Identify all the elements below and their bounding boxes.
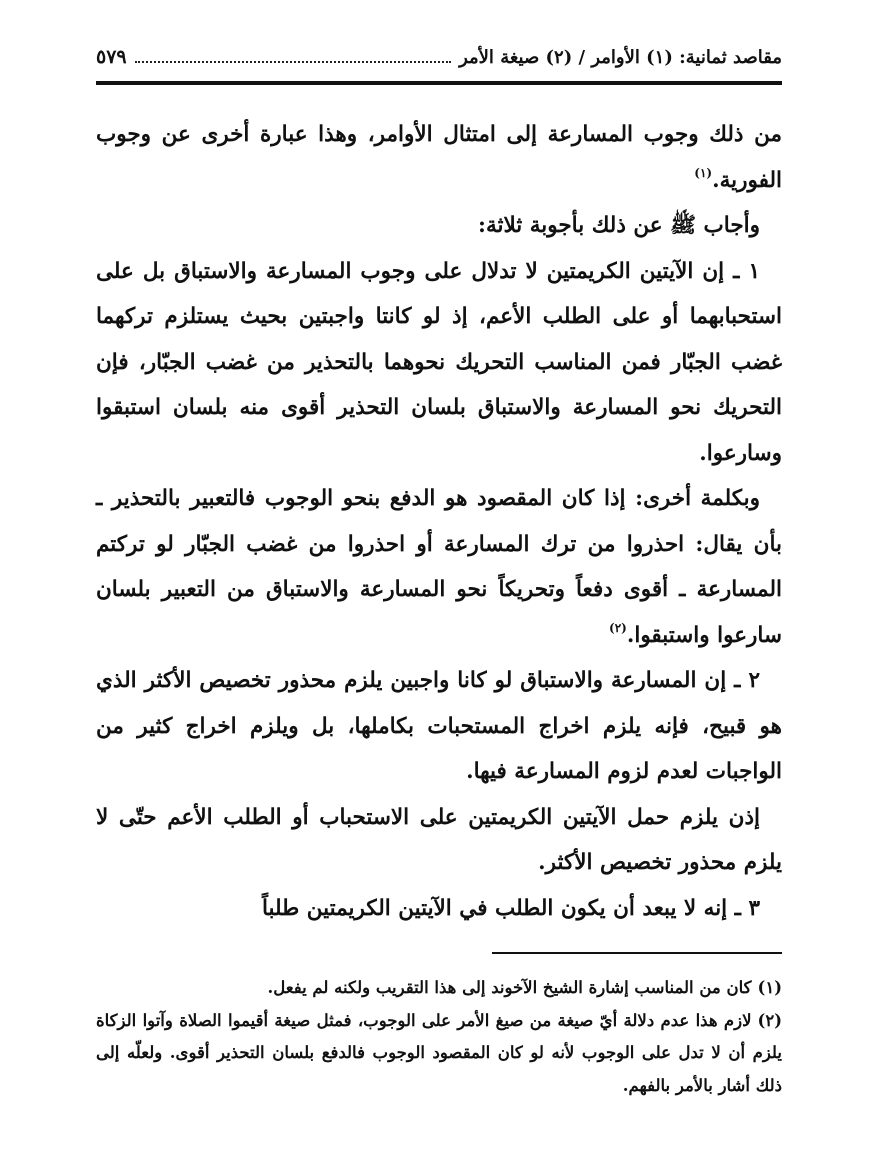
page-number: ٥٧٩ [96,46,127,68]
paragraph-1 [96,112,782,203]
footnotes [96,972,782,1102]
footnote-ref-2[interactable]: (٢) [609,620,627,635]
footnote-2-text: لازم هذا عدم دلالة أيّ صيغة من صيغ الأمر على الوجوب، فمثل صيغة أقيموا الصلاة وآتوا الزكاة يلزم أن لا تدل على الوجوب لأنه لو كان المقصود الوجوب فالدفع بلسان التحذير أقوى. ولعلّه إلى ذلك أشار بالأمر بالفهم. [96,1010,782,1095]
paragraph-2: وأجاب ﷺ عن ذلك بأجوبة ثلاثة: [478,213,760,238]
main-text [96,112,782,931]
paragraph-1-text: من ذلك وجوب المسارعة إلى امتثال الأوامر، وهذا عبارة أخرى عن وجوب الفورية. [96,122,782,193]
paragraph-4 [96,476,782,658]
footnote-ref-1[interactable]: (١) [694,165,713,180]
paragraph-6: إذن يلزم حمل الآيتين الكريمتين على الاستحباب أو الطلب الأعم حتّى لا يلزم محذور تخصيص الأكثر. [96,804,782,875]
footnote-2-number: (٢) [757,1010,782,1030]
paragraph-5: ٢ ـ إن المسارعة والاستباق لو كانا واجبين يلزم محذور تخصيص الأكثر الذي هو قبيح، فإنه يلزم اخراج المستحبات بكاملها، بل ويلزم اخراج كثير من الواجبات لعدم لزوم المسارعة فيها. [96,668,782,784]
header-rule [96,81,782,85]
paragraph-7: ٣ ـ إنه لا يبعد أن يكون الطلب في الآيتين الكريمتين طلباً [261,895,760,921]
footnote-1-number: (١) [757,978,782,997]
footnote-1 [96,972,782,1005]
header-leader-dots [135,51,451,63]
footnote-separator [492,952,782,954]
footnote-1-text: كان من المناسب إشارة الشيخ الآخوند إلى هذا التقريب ولكنه لم يفعل. [267,978,752,997]
running-header [96,40,782,74]
paragraph-4-text: وبكلمة أخرى: إذا كان المقصود هو الدفع بنحو الوجوب فالتعبير بالتحذير ـ بأن يقال: احذروا من ترك المسارعة أو احذروا من غضب الجبّار لو تركتم المسارعة ـ أقوى دفعاً وتحريكاً نحو المسارعة والاستباق من التعبير بلسان سارعوا واستبقوا. [96,486,782,648]
footnote-2 [96,1005,782,1103]
paragraph-3: ١ ـ إن الآيتين الكريمتين لا تدلال على وجوب المسارعة والاستباق بل على استحبابهما أو على الطلب الأعم، إذ لو كانتا واجبتين بحيث يستلزم تركهما غضب الجبّار فمن المناسب التحريك نحوهما بالتحذير من غضب الجبّار، فإن التحريك نحو المسارعة والاستباق بلسان التحذير أقوى منه بلسان استبقوا وسارعوا. [96,258,782,466]
running-title: مقاصد ثمانية: (١) الأوامر / (٢) صيغة الأمر [459,46,782,68]
